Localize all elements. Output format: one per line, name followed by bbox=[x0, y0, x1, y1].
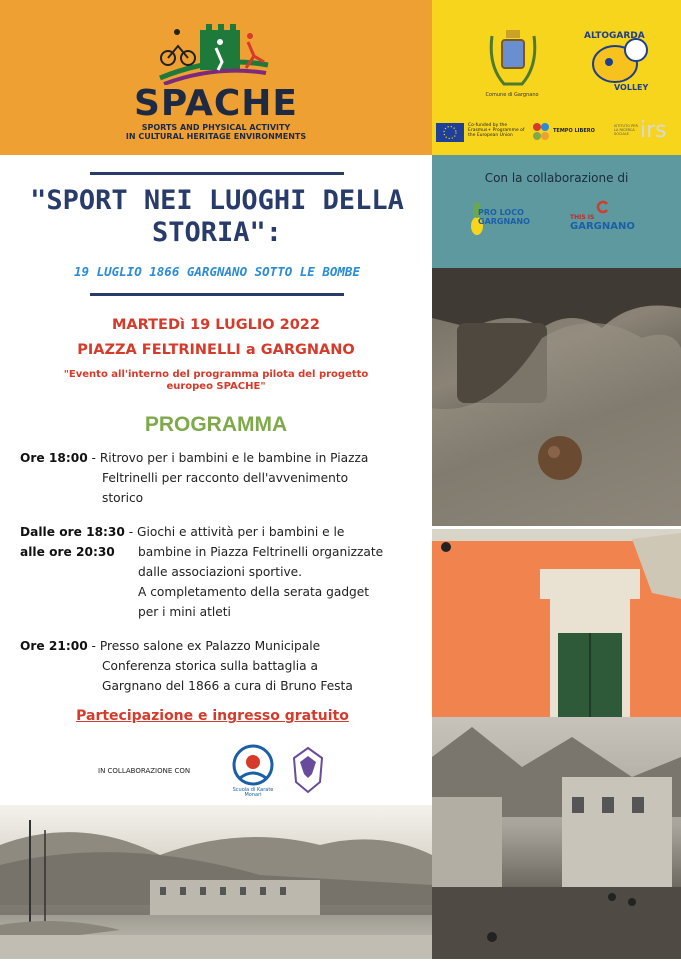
slot-2-line-5: per i mini atleti bbox=[138, 605, 231, 619]
collaboration-title: Con la collaborazione di bbox=[484, 171, 629, 185]
brand-name: SPACHE bbox=[133, 83, 298, 124]
event-subtitle: 19 LUGLIO 1866 GARGNANO SOTTO LE BOMBE bbox=[74, 264, 360, 279]
lakefront-engraving bbox=[0, 805, 432, 959]
in-collaboration-label: IN COLLABORAZIONE CON bbox=[98, 767, 191, 775]
schedule-slot-3 bbox=[20, 636, 430, 696]
slot-2-line-1: - Giochi e attività per i bambini e le bbox=[124, 525, 345, 539]
pro-loco-line-1: PRO LOCO bbox=[478, 208, 524, 217]
schedule-slot-1 bbox=[20, 448, 430, 508]
slot-3-time: Ore 21:00 bbox=[20, 639, 88, 653]
irs-logo: irs bbox=[640, 118, 667, 143]
slot-3-line-3: Gargnano del 1866 a cura di Bruno Festa bbox=[102, 679, 353, 693]
event-title bbox=[20, 185, 414, 249]
irs-subtitle: ISTITUTO PER LA RICERCA SOCIALE bbox=[614, 124, 638, 136]
eu-funding-text: Co-funded by the Erasmus+ Programme of the European Union bbox=[468, 123, 525, 138]
slot-2-time-end: alle ore 20:30 bbox=[20, 545, 115, 559]
this-is-label: THIS IS bbox=[570, 214, 595, 221]
historic-square-photo bbox=[432, 717, 681, 959]
tempo-libero-text: TEMPO LIBERO bbox=[553, 128, 595, 134]
event-note-line-2: europeo SPACHE" bbox=[166, 381, 266, 392]
orange-house-photo bbox=[432, 529, 681, 717]
comune-label: Comune di Gargnano bbox=[485, 92, 539, 98]
karate-school-label bbox=[232, 788, 274, 798]
spache-logo-icon bbox=[150, 10, 280, 85]
comune-crest-icon bbox=[484, 26, 542, 92]
free-entry-notice: Partecipazione e ingresso gratuito bbox=[76, 708, 349, 724]
slot-2-time-start: Dalle ore 18:30 bbox=[20, 525, 125, 539]
schedule-slot-2 bbox=[20, 522, 430, 622]
pro-loco-line-2: GARGNANO bbox=[478, 217, 530, 226]
event-place: PIAZZA FELTRINELLI a GARGNANO bbox=[77, 342, 355, 358]
title-top-rule bbox=[90, 172, 344, 175]
karate-line-2: Monari bbox=[244, 792, 262, 798]
svg-text:ALTOGARDA: ALTOGARDA bbox=[584, 31, 645, 41]
gargnano-label: GARGNANO bbox=[570, 221, 635, 232]
programma-heading: PROGRAMMA bbox=[144, 413, 288, 436]
slot-3-line-1: - Presso salone ex Palazzo Municipale bbox=[87, 639, 321, 653]
eu-flag-icon bbox=[436, 123, 464, 142]
slot-1-time: Ore 18:00 bbox=[20, 451, 88, 465]
event-title-line-1: "SPORT NEI LUOGHI DELLA bbox=[30, 185, 404, 216]
slot-1-line-2: Feltrinelli per racconto dell'avvenimento bbox=[102, 471, 349, 485]
brand-tagline-2: IN CULTURAL HERITAGE ENVIRONMENTS bbox=[125, 132, 307, 141]
svg-text:VOLLEY: VOLLEY bbox=[614, 83, 649, 92]
slot-2-line-3: dalle associazioni sportive. bbox=[138, 565, 303, 579]
pro-loco-logo bbox=[478, 208, 530, 226]
event-title-line-2: STORIA": bbox=[151, 217, 283, 248]
altogarda-volley-logo-icon bbox=[582, 28, 652, 92]
event-note bbox=[30, 369, 402, 393]
karate-school-logo-icon bbox=[232, 742, 274, 788]
event-date: MARTEDì 19 LUGLIO 2022 bbox=[111, 317, 320, 333]
karate-line-1: Scuola di Karate bbox=[232, 787, 274, 793]
this-is-gargnano-mark-icon bbox=[596, 200, 610, 214]
tempo-libero-logo-icon bbox=[530, 120, 552, 144]
slot-3-line-2: Conferenza storica sulla battaglia a bbox=[102, 659, 318, 673]
wolf-team-logo-icon bbox=[290, 744, 326, 796]
bell-tower-photo bbox=[432, 268, 681, 526]
slot-1-line-1: - Ritrovo per i bambini e le bambine in Piazza bbox=[87, 451, 369, 465]
title-bottom-rule bbox=[90, 293, 344, 296]
event-note-line-1: "Evento all'interno del programma pilota del progetto bbox=[63, 369, 369, 380]
brand-tagline-1: SPORTS AND PHYSICAL ACTIVITY bbox=[141, 123, 291, 132]
slot-1-line-3: storico bbox=[102, 491, 144, 505]
slot-2-line-2: bambine in Piazza Feltrinelli organizzate bbox=[138, 545, 384, 559]
slot-2-line-4: A completamento della serata gadget bbox=[138, 585, 370, 599]
